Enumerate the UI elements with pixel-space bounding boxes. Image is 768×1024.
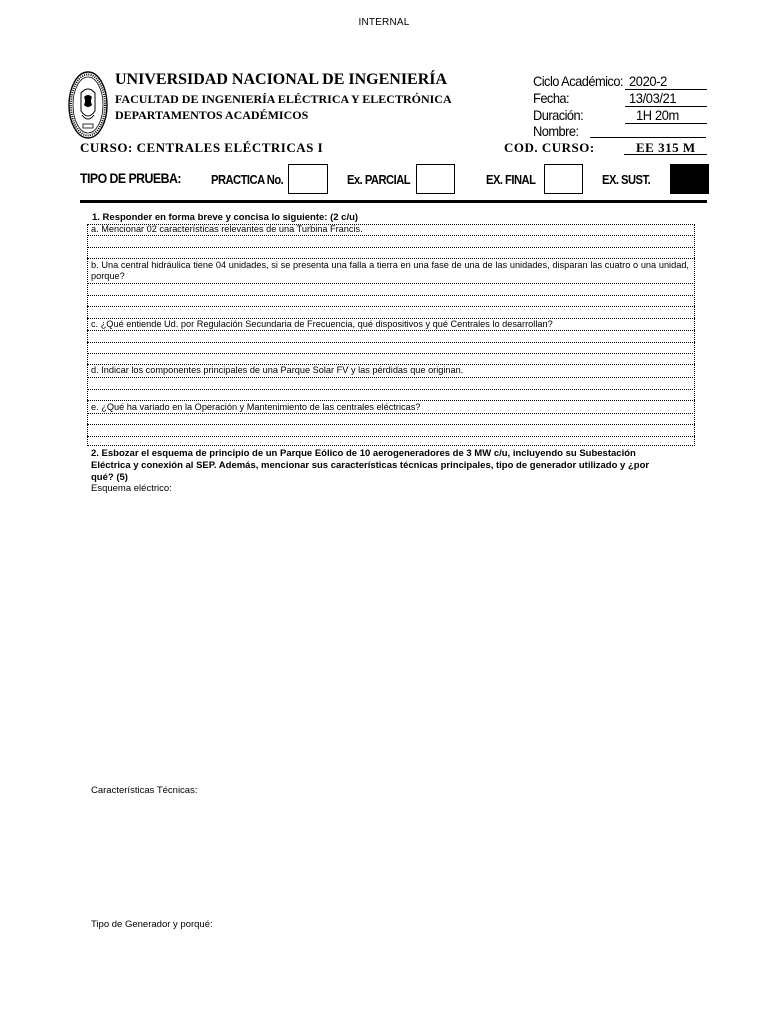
department-name: DEPARTAMENTOS ACADÉMICOS [115,108,309,122]
question-1a: a. Mencionar 02 características relevantes de una Turbina Francis. [91,224,363,234]
answer-line [87,377,695,378]
duracion-label: Duración: [533,107,584,123]
final-checkbox[interactable] [544,164,583,194]
final-label: EX. FINAL [486,172,536,187]
course-code-label: COD. CURSO: [504,140,595,155]
ciclo-value: 2020-2 [629,73,667,89]
question-1b: b. Una central hidráulica tiene 04 unidades, si se presenta una falla a tierra en una fase de una de las unidades, disparan las cuatro o una unidad, porque? [91,260,689,281]
question-2-title: 2. Esbozar el esquema de principio de un Parque Eólico de 10 aerogeneradores de 3 MW c/u, incluyendo su Subestación Eléctrica y conexión al SEP. Además, mencionar sus características técnicas principales, tipo de generador utilizado y ¿por qué? (5) [91,448,650,483]
question-1e: e. ¿Qué ha variado en la Operación y Mantenimiento de las centrales eléctricas? [91,402,421,412]
duracion-underline [625,123,707,124]
ciclo-label: Ciclo Académico: [533,73,623,89]
fecha-value: 13/03/21 [629,90,677,106]
question-1-title: 1. Responder en forma breve y concisa lo siguiente: (2 c/u) [92,212,359,223]
answer-line [87,400,695,401]
answer-line [87,306,695,307]
caracteristicas-label: Características Técnicas: [91,785,198,796]
course-code-underline [624,154,707,155]
answer-line [87,436,695,437]
answer-line [87,424,695,425]
university-seal-icon [68,71,108,139]
generador-label: Tipo de Generador y porqué: [91,919,213,930]
test-type-label: TIPO DE PRUEBA: [80,170,181,186]
nombre-underline [590,137,706,138]
answer-line [87,247,695,248]
sust-checkbox-selected[interactable] [670,164,709,194]
answer-line [87,258,695,259]
esquema-label: Esquema eléctrico: [91,483,172,494]
practica-label: PRACTICA No. [211,172,284,187]
answer-line [87,330,695,331]
parcial-label: Ex. PARCIAL [347,172,411,187]
header-divider [80,200,707,203]
classification-label: INTERNAL [358,17,410,28]
question-1c: c. ¿Qué entiende Ud. por Regulación Secundaria de Frecuencia, qué dispositivos y qué Centrales lo desarrollan? [91,319,553,329]
answer-line [87,283,695,284]
parcial-checkbox[interactable] [416,164,455,194]
course-name: CURSO: CENTRALES ELÉCTRICAS I [80,140,324,155]
answer-line [87,295,695,296]
faculty-name: FACULTAD DE INGENIERÍA ELÉCTRICA Y ELECTRÓNICA [115,92,452,106]
answer-line [87,342,695,343]
answer-line [87,389,695,390]
duracion-value: 1H 20m [636,107,679,123]
answer-line [87,353,695,354]
course-code-value: EE 315 M [636,140,696,155]
university-name: UNIVERSIDAD NACIONAL DE INGENIERÍA [115,71,448,88]
answer-line [87,235,695,236]
nombre-label: Nombre: [533,123,579,139]
fecha-label: Fecha: [533,90,570,106]
sust-label: EX. SUST. [602,172,651,187]
question-1d: d. Indicar los componentes principales de una Parque Solar FV y las pérdidas que originan. [91,365,464,375]
practica-checkbox[interactable] [288,164,328,194]
answer-line [87,413,695,414]
